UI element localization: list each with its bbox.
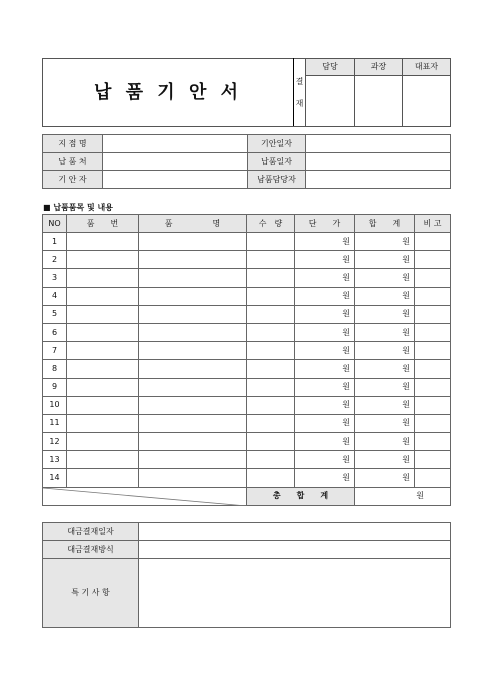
row-no: 8 — [43, 360, 67, 378]
approval-label-bottom: 재 — [295, 98, 304, 108]
item-code-cell[interactable] — [67, 469, 139, 487]
approval-label-top: 결 — [295, 76, 304, 86]
unit-price-cell[interactable]: 원 — [295, 269, 355, 287]
table-row — [43, 323, 451, 341]
table-row — [43, 451, 451, 469]
total-cell[interactable]: 원 — [355, 451, 415, 469]
approval-sign-ceo[interactable] — [403, 76, 451, 127]
item-name-cell[interactable] — [139, 378, 247, 396]
row-no: 10 — [43, 396, 67, 414]
remarks-cell[interactable] — [415, 287, 451, 305]
remarks-cell[interactable] — [415, 342, 451, 360]
destination-field[interactable] — [103, 153, 248, 171]
items-table — [42, 214, 451, 506]
item-code-cell[interactable] — [67, 251, 139, 269]
quantity-cell[interactable] — [247, 251, 295, 269]
remarks-cell[interactable] — [415, 323, 451, 341]
approval-role-staff: 담당 — [306, 59, 355, 76]
row-no: 6 — [43, 323, 67, 341]
header-block — [42, 58, 451, 127]
unit-price-cell[interactable]: 원 — [295, 396, 355, 414]
row-no: 2 — [43, 251, 67, 269]
document-title: 납 품 기 안 서 — [43, 59, 294, 127]
item-code-cell[interactable] — [67, 433, 139, 451]
section-title: ■ 납품품목 및 내용 — [43, 203, 114, 212]
table-row — [43, 414, 451, 432]
quantity-cell[interactable] — [247, 287, 295, 305]
item-name-cell[interactable] — [139, 269, 247, 287]
remarks-field[interactable] — [139, 559, 451, 628]
unit-price-cell[interactable]: 원 — [295, 342, 355, 360]
payment-method-field[interactable] — [139, 541, 451, 559]
col-header-no: NO — [43, 215, 67, 233]
table-row — [43, 469, 451, 487]
total-cell[interactable]: 원 — [355, 287, 415, 305]
unit-price-cell[interactable]: 원 — [295, 251, 355, 269]
remarks-cell[interactable] — [415, 469, 451, 487]
item-name-cell[interactable] — [139, 360, 247, 378]
item-name-cell[interactable] — [139, 305, 247, 323]
remarks-cell[interactable] — [415, 378, 451, 396]
row-no: 14 — [43, 469, 67, 487]
unit-price-cell[interactable]: 원 — [295, 287, 355, 305]
row-no: 11 — [43, 414, 67, 432]
row-no: 12 — [43, 433, 67, 451]
table-row — [43, 251, 451, 269]
grand-total-value[interactable]: 원 — [355, 487, 451, 505]
drafter-label: 기 안 자 — [43, 171, 103, 189]
col-header-remarks: 비 고 — [415, 215, 451, 233]
item-name-cell[interactable] — [139, 396, 247, 414]
remarks-cell[interactable] — [415, 269, 451, 287]
destination-label: 납 품 처 — [43, 153, 103, 171]
quantity-cell[interactable] — [247, 451, 295, 469]
approval-label — [294, 59, 306, 127]
item-name-cell[interactable] — [139, 323, 247, 341]
grand-total-label: 총 합 계 — [247, 487, 355, 505]
row-no: 1 — [43, 233, 67, 251]
item-name-cell[interactable] — [139, 287, 247, 305]
item-code-cell[interactable] — [67, 287, 139, 305]
unit-price-cell[interactable]: 원 — [295, 360, 355, 378]
col-header-total: 합 계 — [355, 215, 415, 233]
table-row — [43, 287, 451, 305]
table-row — [43, 269, 451, 287]
col-header-quantity: 수 량 — [247, 215, 295, 233]
delivery-date-field[interactable] — [306, 153, 451, 171]
total-cell[interactable]: 원 — [355, 378, 415, 396]
quantity-cell[interactable] — [247, 323, 295, 341]
delivery-manager-field[interactable] — [306, 171, 451, 189]
payment-date-field[interactable] — [139, 523, 451, 541]
unit-price-cell[interactable]: 원 — [295, 323, 355, 341]
quantity-cell[interactable] — [247, 378, 295, 396]
quantity-cell[interactable] — [247, 342, 295, 360]
row-no: 9 — [43, 378, 67, 396]
total-cell[interactable]: 원 — [355, 396, 415, 414]
quantity-cell[interactable] — [247, 360, 295, 378]
quantity-cell[interactable] — [247, 469, 295, 487]
quantity-cell[interactable] — [247, 305, 295, 323]
total-cell[interactable]: 원 — [355, 269, 415, 287]
approval-role-ceo: 대표자 — [403, 59, 451, 76]
row-no: 7 — [43, 342, 67, 360]
table-row — [43, 433, 451, 451]
branch-label: 지 점 명 — [43, 135, 103, 153]
table-row — [43, 342, 451, 360]
item-code-cell[interactable] — [67, 414, 139, 432]
remarks-cell[interactable] — [415, 414, 451, 432]
item-name-cell[interactable] — [139, 469, 247, 487]
drafter-field[interactable] — [103, 171, 248, 189]
item-name-cell[interactable] — [139, 233, 247, 251]
remarks-cell[interactable] — [415, 396, 451, 414]
row-no: 13 — [43, 451, 67, 469]
table-row — [43, 305, 451, 323]
unit-price-cell[interactable]: 원 — [295, 414, 355, 432]
total-cell[interactable]: 원 — [355, 342, 415, 360]
total-cell[interactable]: 원 — [355, 233, 415, 251]
item-code-cell[interactable] — [67, 269, 139, 287]
payment-block — [42, 522, 451, 628]
item-code-cell[interactable] — [67, 396, 139, 414]
delivery-manager-label: 남품담당자 — [248, 171, 306, 189]
quantity-cell[interactable] — [247, 269, 295, 287]
row-no: 5 — [43, 305, 67, 323]
unit-price-cell[interactable]: 원 — [295, 451, 355, 469]
item-name-cell[interactable] — [139, 342, 247, 360]
item-code-cell[interactable] — [67, 378, 139, 396]
item-name-cell[interactable] — [139, 414, 247, 432]
draft-date-label: 기안일자 — [248, 135, 306, 153]
delivery-date-label: 납품일자 — [248, 153, 306, 171]
total-cell[interactable]: 원 — [355, 433, 415, 451]
grand-total-blank — [43, 487, 247, 505]
table-row — [43, 360, 451, 378]
item-rows — [43, 233, 451, 488]
quantity-cell[interactable] — [247, 233, 295, 251]
remarks-cell[interactable] — [415, 305, 451, 323]
unit-price-cell[interactable]: 원 — [295, 433, 355, 451]
draft-date-field[interactable] — [306, 135, 451, 153]
row-no: 4 — [43, 287, 67, 305]
total-cell[interactable]: 원 — [355, 323, 415, 341]
item-name-cell[interactable] — [139, 451, 247, 469]
item-code-cell[interactable] — [67, 451, 139, 469]
col-header-unit-price: 단 가 — [295, 215, 355, 233]
approval-role-manager: 과장 — [355, 59, 403, 76]
remarks-cell[interactable] — [415, 360, 451, 378]
total-cell[interactable]: 원 — [355, 251, 415, 269]
diagonal-line — [43, 488, 247, 506]
quantity-cell[interactable] — [247, 414, 295, 432]
total-cell[interactable]: 원 — [355, 360, 415, 378]
unit-price-cell[interactable]: 원 — [295, 378, 355, 396]
remarks-label: 특 기 사 항 — [43, 559, 139, 628]
col-header-item-name: 품 명 — [139, 215, 247, 233]
col-header-item-code: 품 번 — [67, 215, 139, 233]
item-name-cell[interactable] — [139, 251, 247, 269]
item-code-cell[interactable] — [67, 342, 139, 360]
approval-sign-manager[interactable] — [355, 76, 403, 127]
branch-field[interactable] — [103, 135, 248, 153]
row-no: 3 — [43, 269, 67, 287]
item-code-cell[interactable] — [67, 323, 139, 341]
unit-price-cell[interactable]: 원 — [295, 469, 355, 487]
remarks-cell[interactable] — [415, 451, 451, 469]
remarks-cell[interactable] — [415, 433, 451, 451]
total-cell[interactable]: 원 — [355, 305, 415, 323]
total-cell[interactable]: 원 — [355, 414, 415, 432]
item-name-cell[interactable] — [139, 433, 247, 451]
approval-sign-staff[interactable] — [306, 76, 355, 127]
quantity-cell[interactable] — [247, 433, 295, 451]
payment-method-label: 대금결재방식 — [43, 541, 139, 559]
table-row — [43, 233, 451, 251]
item-code-cell[interactable] — [67, 305, 139, 323]
item-code-cell[interactable] — [67, 233, 139, 251]
unit-price-cell[interactable]: 원 — [295, 233, 355, 251]
info-block — [42, 134, 451, 189]
item-code-cell[interactable] — [67, 360, 139, 378]
table-row — [43, 396, 451, 414]
unit-price-cell[interactable]: 원 — [295, 305, 355, 323]
remarks-cell[interactable] — [415, 233, 451, 251]
table-row — [43, 378, 451, 396]
quantity-cell[interactable] — [247, 396, 295, 414]
remarks-cell[interactable] — [415, 251, 451, 269]
total-cell[interactable]: 원 — [355, 469, 415, 487]
payment-date-label: 대금결재일자 — [43, 523, 139, 541]
